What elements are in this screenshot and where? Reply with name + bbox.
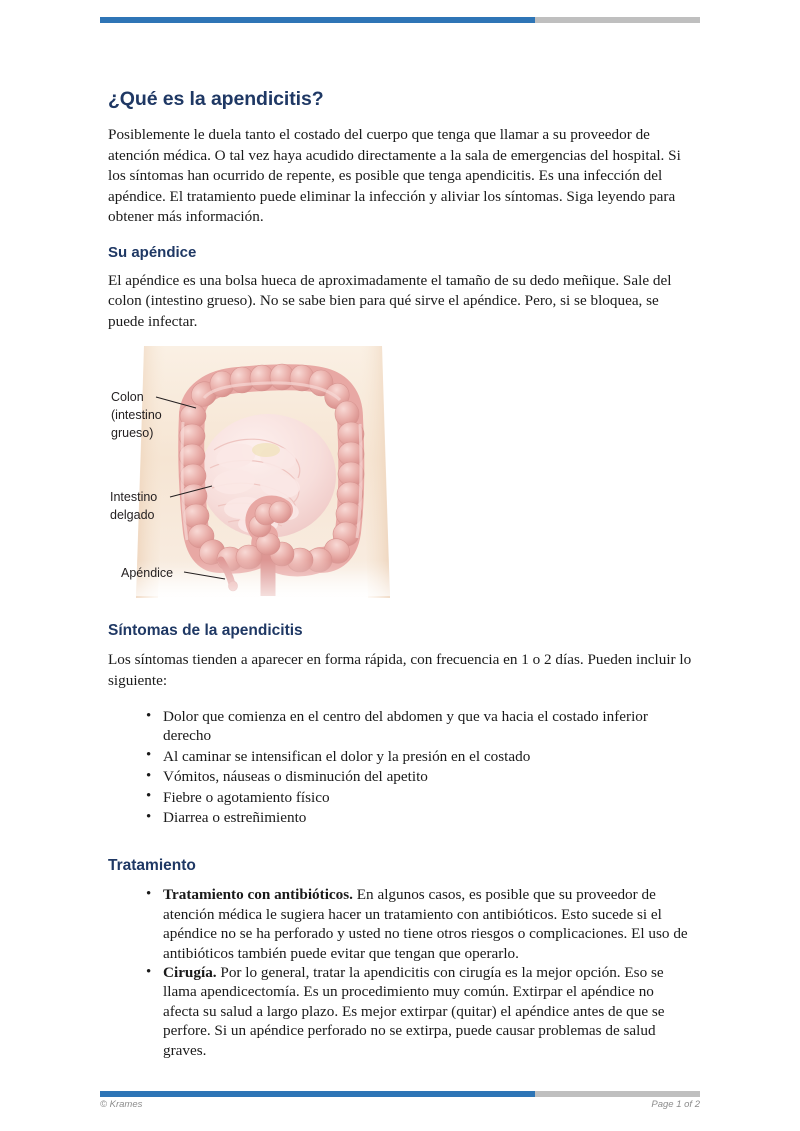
page-footer xyxy=(100,1099,700,1110)
label-small-intestine-line2: delgado xyxy=(110,508,155,522)
document-content xyxy=(108,88,692,1064)
label-appendix: Apéndice xyxy=(121,566,174,580)
footer-page-number: Page 1 of 2 xyxy=(651,1099,700,1110)
anatomy-illustration xyxy=(108,346,418,612)
footer-rule xyxy=(100,1091,700,1097)
list-item xyxy=(146,885,692,963)
symptoms-list xyxy=(108,707,692,827)
page-title: ¿Qué es la apendicitis? xyxy=(108,88,324,110)
list-item-body: En algunos casos, es posible que su proveedor de atención médica le sugiera hacer un tratamiento con antibióticos. Esto sucede si el apéndice no se ha perforado y usted no tiene otros riesgos o complicaciones. El uso de antibióticos también puede evitar que tengan que operarlo. xyxy=(163,886,688,962)
intro-paragraph: Posiblemente le duela tanto el costado del cuerpo que tenga que llamar a su proveedor de atención médica. O tal vez haya acudido directamente a la sala de emergencias del hospital. Si los síntomas han ocurrido de repente, es posible que tenga apendicitis. Es una infección del apéndice. El tratamiento puede eliminar la infección y aliviar los síntomas. Siga leyendo para obtener más información. xyxy=(108,126,681,225)
list-item xyxy=(146,963,692,1060)
list-item: • Dolor que comienza en el centro del abdomen y que va hacia el costado inferior derecho xyxy=(146,707,692,746)
label-small-intestine-line1: Intestino xyxy=(110,490,158,504)
header-rule-blue-segment xyxy=(100,17,535,23)
list-item-lead: Tratamiento con antibióticos. xyxy=(163,886,353,904)
footer-rule-blue-segment xyxy=(100,1091,535,1097)
section-heading-sintomas: Síntomas de la apendicitis xyxy=(108,622,303,639)
list-item: • Al caminar se intensifican el dolor y la presión en el costado xyxy=(146,747,692,766)
label-colon-line1: Colon xyxy=(111,390,144,404)
section-paragraph-sintomas: Los síntomas tienden a aparecer en forma rápida, con frecuencia en 1 o 2 días. Pueden incluir lo siguiente: xyxy=(108,651,692,689)
section-heading-apendice: Su apéndice xyxy=(108,243,197,261)
list-item-body: Por lo general, tratar la apendicitis con cirugía es la mejor opción. Eso se llama apendicectomía. Es un procedimiento muy común. Extirpar el apéndice no afecta su salud a largo plazo. Es mejor extirpar (quitar) el apéndice antes de que se perfore. Si un apéndice perforado no se extirpa, puede causar problemas de salud graves. xyxy=(163,964,665,1059)
list-item: • Diarrea o estreñimiento xyxy=(146,808,692,827)
label-colon-line3: grueso) xyxy=(111,426,154,440)
label-colon-line2: (intestino xyxy=(111,408,162,422)
section-paragraph-apendice: El apéndice es una bolsa hueca de aproximadamente el tamaño de su dedo meñique. Sale del colon (intestino grueso). No se sabe bien para qué sirve el apéndice. Pero, si se bloquea, se puede infectar. xyxy=(108,271,672,330)
header-rule-grey-segment xyxy=(535,17,700,23)
section-heading-tratamiento: Tratamiento xyxy=(108,857,196,875)
list-item-lead: Cirugía. xyxy=(163,964,217,982)
treatment-list xyxy=(108,885,692,1060)
list-item: • Vómitos, náuseas o disminución del apetito xyxy=(146,767,692,786)
footer-copyright: © Krames xyxy=(100,1099,143,1110)
list-item: • Fiebre o agotamiento físico xyxy=(146,788,692,807)
footer-rule-grey-segment xyxy=(535,1091,700,1097)
header-rule xyxy=(100,17,700,23)
anatomy-figure xyxy=(108,346,692,612)
